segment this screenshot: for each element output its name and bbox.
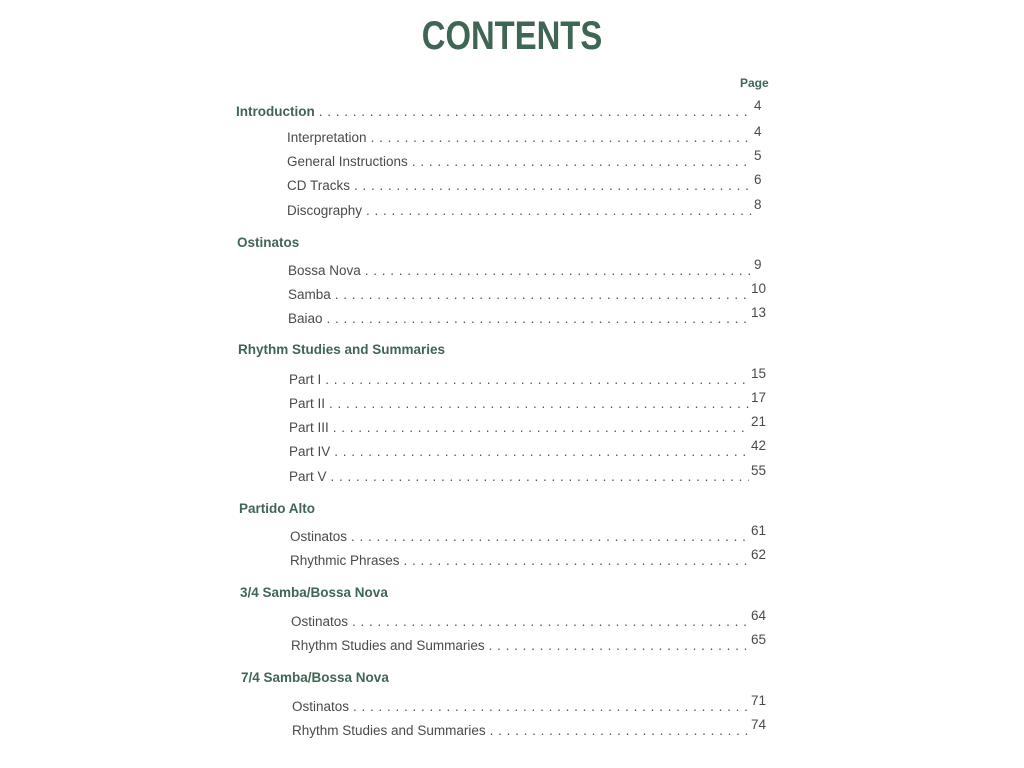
toc-entry-label: Discography [287,203,363,218]
dot-leader [366,203,752,218]
toc-entry-label: Samba [288,287,331,302]
toc-entry-label: Part III [289,420,329,435]
dot-leader [371,130,752,145]
toc-page-number: 64 [750,608,766,623]
toc-section-heading-label: Introduction [236,104,315,119]
toc-entry[interactable] [291,632,766,653]
toc-section-heading-introduction[interactable] [236,98,766,119]
page-title: CONTENTS [421,14,603,58]
dot-leader [490,723,749,738]
dot-leader [329,396,749,411]
toc-page-number: 17 [750,390,766,405]
toc-entry-label: Part II [289,396,326,411]
toc-entry[interactable] [288,281,766,302]
dot-leader [354,178,752,193]
toc-entry[interactable] [288,305,766,326]
toc-section-heading-seven-four[interactable]: 7/4 Samba/Bossa Nova [241,670,389,685]
toc-page-number: 71 [750,693,766,708]
toc-entry[interactable] [291,608,766,629]
toc-entry-label: General Instructions [287,154,408,169]
dot-leader [352,614,749,629]
toc-entry-label: Part IV [289,444,331,459]
toc-entry-label: CD Tracks [287,178,351,193]
dot-leader [325,372,749,387]
toc-page-number: 4 [754,124,762,139]
dot-leader [353,699,749,714]
toc-entry[interactable] [289,463,766,484]
toc-page-number: 13 [750,305,766,320]
toc-entry-label: Rhythm Studies and Summaries [291,638,485,653]
toc-entry[interactable] [289,390,766,411]
toc-page-number: 65 [750,632,766,647]
toc-entry-label: Rhythm Studies and Summaries [292,723,486,738]
toc-section-heading-rhythm-studies[interactable]: Rhythm Studies and Summaries [238,342,446,357]
dot-leader [412,154,752,169]
toc-entry[interactable] [289,414,766,435]
toc-entry-label: Part V [289,469,327,484]
toc-entry-label: Ostinatos [291,614,349,629]
toc-page-number: 55 [750,463,766,478]
toc-entry[interactable] [289,438,766,459]
toc-section-heading-three-four[interactable]: 3/4 Samba/Bossa Nova [240,585,388,600]
toc-entry[interactable] [287,124,766,145]
toc-entry[interactable] [292,717,766,738]
toc-entry-label: Baiao [288,311,323,326]
toc-entry-label: Rhythmic Phrases [290,553,400,568]
toc-page-number: 61 [750,523,766,538]
dot-leader [404,553,749,568]
dot-leader [351,529,749,544]
toc-entry[interactable] [287,172,766,193]
toc-page-number: 6 [754,172,762,187]
toc-entry-label: Interpretation [287,130,367,145]
toc-entry[interactable] [288,257,766,278]
toc-page-number: 21 [750,414,766,429]
dot-leader [334,444,749,459]
toc-page-number: 74 [750,717,766,732]
toc-page-number: 42 [750,438,766,453]
toc-entry[interactable] [289,366,766,387]
dot-leader [335,287,749,302]
toc-entry-label: Ostinatos [292,699,350,714]
toc-section-heading-ostinatos[interactable]: Ostinatos [237,235,300,250]
toc-entry[interactable] [287,197,766,218]
toc-entry[interactable] [290,547,766,568]
toc-page-number: 4 [754,98,762,113]
dot-leader [489,638,749,653]
toc-entry-label: Ostinatos [290,529,348,544]
dot-leader [327,311,749,326]
toc-section-heading-partido-alto[interactable]: Partido Alto [239,501,315,516]
toc-page-number: 9 [754,257,762,272]
toc-page-number: 62 [750,547,766,562]
dot-leader [331,469,749,484]
toc-page-number: 10 [750,281,766,296]
page-column-heading: Page [740,76,769,90]
toc-page-number: 8 [754,197,762,212]
toc-entry-label: Part I [289,372,322,387]
toc-page-number: 5 [754,148,762,163]
dot-leader [319,104,752,119]
dot-leader [333,420,749,435]
toc-page-number: 15 [750,366,766,381]
dot-leader [365,263,752,278]
toc-entry[interactable] [287,148,766,169]
toc-entry[interactable] [292,693,766,714]
toc-entry[interactable] [290,523,766,544]
toc-entry-label: Bossa Nova [288,263,361,278]
